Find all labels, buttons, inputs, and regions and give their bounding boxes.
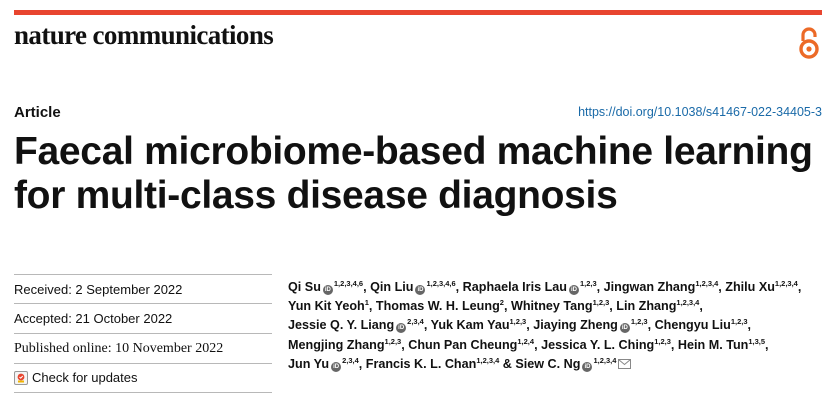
author-name[interactable]: Jessie Q. Y. Liang [288, 318, 395, 333]
orcid-icon[interactable]: iD [398, 325, 405, 332]
journal-header-bar [14, 10, 822, 15]
article-title-line-2: for multi-class disease diagnosis [14, 174, 618, 217]
email-icon[interactable] [618, 359, 631, 369]
author-affiliations[interactable]: 1,2,3 [730, 317, 748, 327]
doi-link[interactable]: https://doi.org/10.1038/s41467-022-34405-3 [578, 105, 822, 119]
author[interactable] [463, 280, 597, 294]
author-affiliations[interactable]: 1,2,3,4 [774, 279, 798, 288]
author[interactable] [376, 299, 504, 313]
check-for-updates-button[interactable] [14, 364, 272, 393]
author-affiliations[interactable]: 1,2,4 [517, 336, 535, 346]
author-list: Qi Su iD$^{1,2,3,4,6}$, Qin Liu iD$^{1,2,3,4,6}$, Raphaela Iris Lau iD$^{1,2,3}$, Jingwan Zhang$^{1,2,3,4}$, Zhilu Xu$^{1,2,3,4}$, Yun Kit Yeoh$^1$, Thomas W. H. Leung$^2$, Whitney Tang$^{1,2,3}$, Lin Zhang$^{1,2,3,4}$, Jessie Q. Y. Liang iD$^{2,3,4}$, Yuk Kam Yau$^{1,2,3}$, Jiaying Zheng iD$^{1,2,3}$, Chengyu Liu$^{1,2,3}$, Mengjing Zhang$^{1,2,3}$, Chun Pan Cheung$^{1,2,4}$, Jessica Y. L. Ching$^{1,2,3}$, Hein M. Tun$^{1,3,5}$, Jun Yu iD$^{2,3,4}$, Francis K. L. Chan$^{1,2,3,4}$ & Siew C. Ng iD$^{1,2,3,4}$ [288, 279, 802, 371]
author-affiliations[interactable]: 2,3,4 [342, 355, 359, 365]
author-affiliations[interactable]: 2,3,4 [407, 317, 424, 327]
author[interactable] [616, 299, 699, 313]
author[interactable] [370, 280, 456, 294]
author-affiliations[interactable]: 1,2,3 [592, 298, 610, 308]
author-name[interactable]: Jingwan Zhang [603, 280, 696, 294]
author[interactable] [725, 280, 798, 294]
journal-name[interactable]: nature communications [14, 20, 274, 50]
author-name[interactable]: Siew C. Ng [515, 356, 581, 371]
orcid-icon[interactable]: iD [584, 363, 591, 370]
accepted-date: Accepted: 21 October 2022 [14, 304, 272, 334]
author-affiliations[interactable]: 1,2,3 [384, 336, 402, 346]
author-name[interactable]: Raphaela Iris Lau [462, 280, 567, 294]
author[interactable] [655, 318, 748, 332]
author-affiliations[interactable]: 1,2,3 [579, 279, 597, 288]
author-affiliations[interactable]: 1,2,3,4 [476, 355, 500, 365]
author-name[interactable]: Mengjing Zhang [288, 337, 385, 352]
author[interactable] [288, 280, 363, 294]
author[interactable] [408, 338, 534, 352]
author-affiliations[interactable]: 1,2,3,4 [593, 355, 617, 365]
author-name[interactable]: Qin Liu [370, 280, 414, 294]
article-type: Article [14, 104, 61, 121]
check-for-updates-label: Check for updates [32, 370, 138, 385]
author-name[interactable]: Francis K. L. Chan [365, 356, 477, 371]
author-affiliations[interactable]: 1 [364, 298, 369, 308]
check-for-updates-icon [14, 371, 28, 385]
orcid-icon[interactable]: iD [417, 287, 424, 293]
orcid-icon[interactable]: iD [324, 287, 331, 293]
author-name[interactable]: Lin Zhang [616, 299, 677, 314]
author[interactable] [288, 357, 359, 371]
author-name[interactable]: Chun Pan Cheung [408, 337, 518, 352]
author[interactable] [678, 338, 765, 352]
author-name[interactable]: Yuk Kam Yau [430, 318, 510, 333]
author-affiliations[interactable]: 2 [499, 298, 504, 308]
article-title [14, 130, 824, 218]
author[interactable] [511, 299, 609, 313]
author[interactable] [515, 357, 631, 371]
author-affiliations[interactable]: 1,2,3,4,6 [333, 279, 364, 288]
orcid-icon[interactable]: iD [570, 287, 577, 293]
author[interactable] [288, 338, 401, 352]
author-name[interactable]: Chengyu Liu [654, 318, 731, 333]
author-name[interactable]: Thomas W. H. Leung [375, 299, 500, 314]
article-title-line-1: Faecal microbiome-based machine learning [14, 130, 813, 173]
author[interactable] [288, 299, 369, 313]
author[interactable] [604, 280, 719, 294]
author-affiliations[interactable]: 1,3,5 [748, 336, 766, 346]
author-name[interactable]: Hein M. Tun [677, 337, 749, 352]
author[interactable] [533, 318, 647, 332]
author[interactable] [541, 338, 671, 352]
author-name[interactable]: Zhilu Xu [725, 280, 775, 294]
author[interactable] [288, 318, 424, 332]
author-affiliations[interactable]: 1,2,3,4,6 [426, 279, 456, 288]
author-name[interactable]: Whitney Tang [510, 299, 593, 314]
author-affiliations[interactable]: 1,2,3,4 [695, 279, 719, 288]
author-affiliations[interactable]: 1,2,3,4 [676, 298, 700, 308]
author-name[interactable]: Yun Kit Yeoh [288, 299, 365, 314]
author[interactable] [366, 357, 500, 371]
article-dates [14, 274, 272, 393]
author-name[interactable]: Jessica Y. L. Ching [541, 337, 655, 352]
author-name[interactable]: Qi Su [288, 280, 321, 294]
author-name[interactable]: Jun Yu [288, 356, 330, 371]
received-date: Received: 2 September 2022 [14, 274, 272, 304]
author-affiliations[interactable]: 1,2,3 [509, 317, 527, 327]
orcid-icon[interactable]: iD [333, 363, 340, 370]
author-affiliations[interactable]: 1,2,3 [654, 336, 671, 346]
published-date: Published online: 10 November 2022 [14, 334, 272, 364]
open-access-icon[interactable] [796, 26, 822, 60]
author-affiliations[interactable]: 1,2,3 [630, 317, 648, 327]
orcid-icon[interactable]: iD [621, 325, 628, 332]
author[interactable] [431, 318, 527, 332]
author-name[interactable]: Jiaying Zheng [533, 318, 618, 333]
